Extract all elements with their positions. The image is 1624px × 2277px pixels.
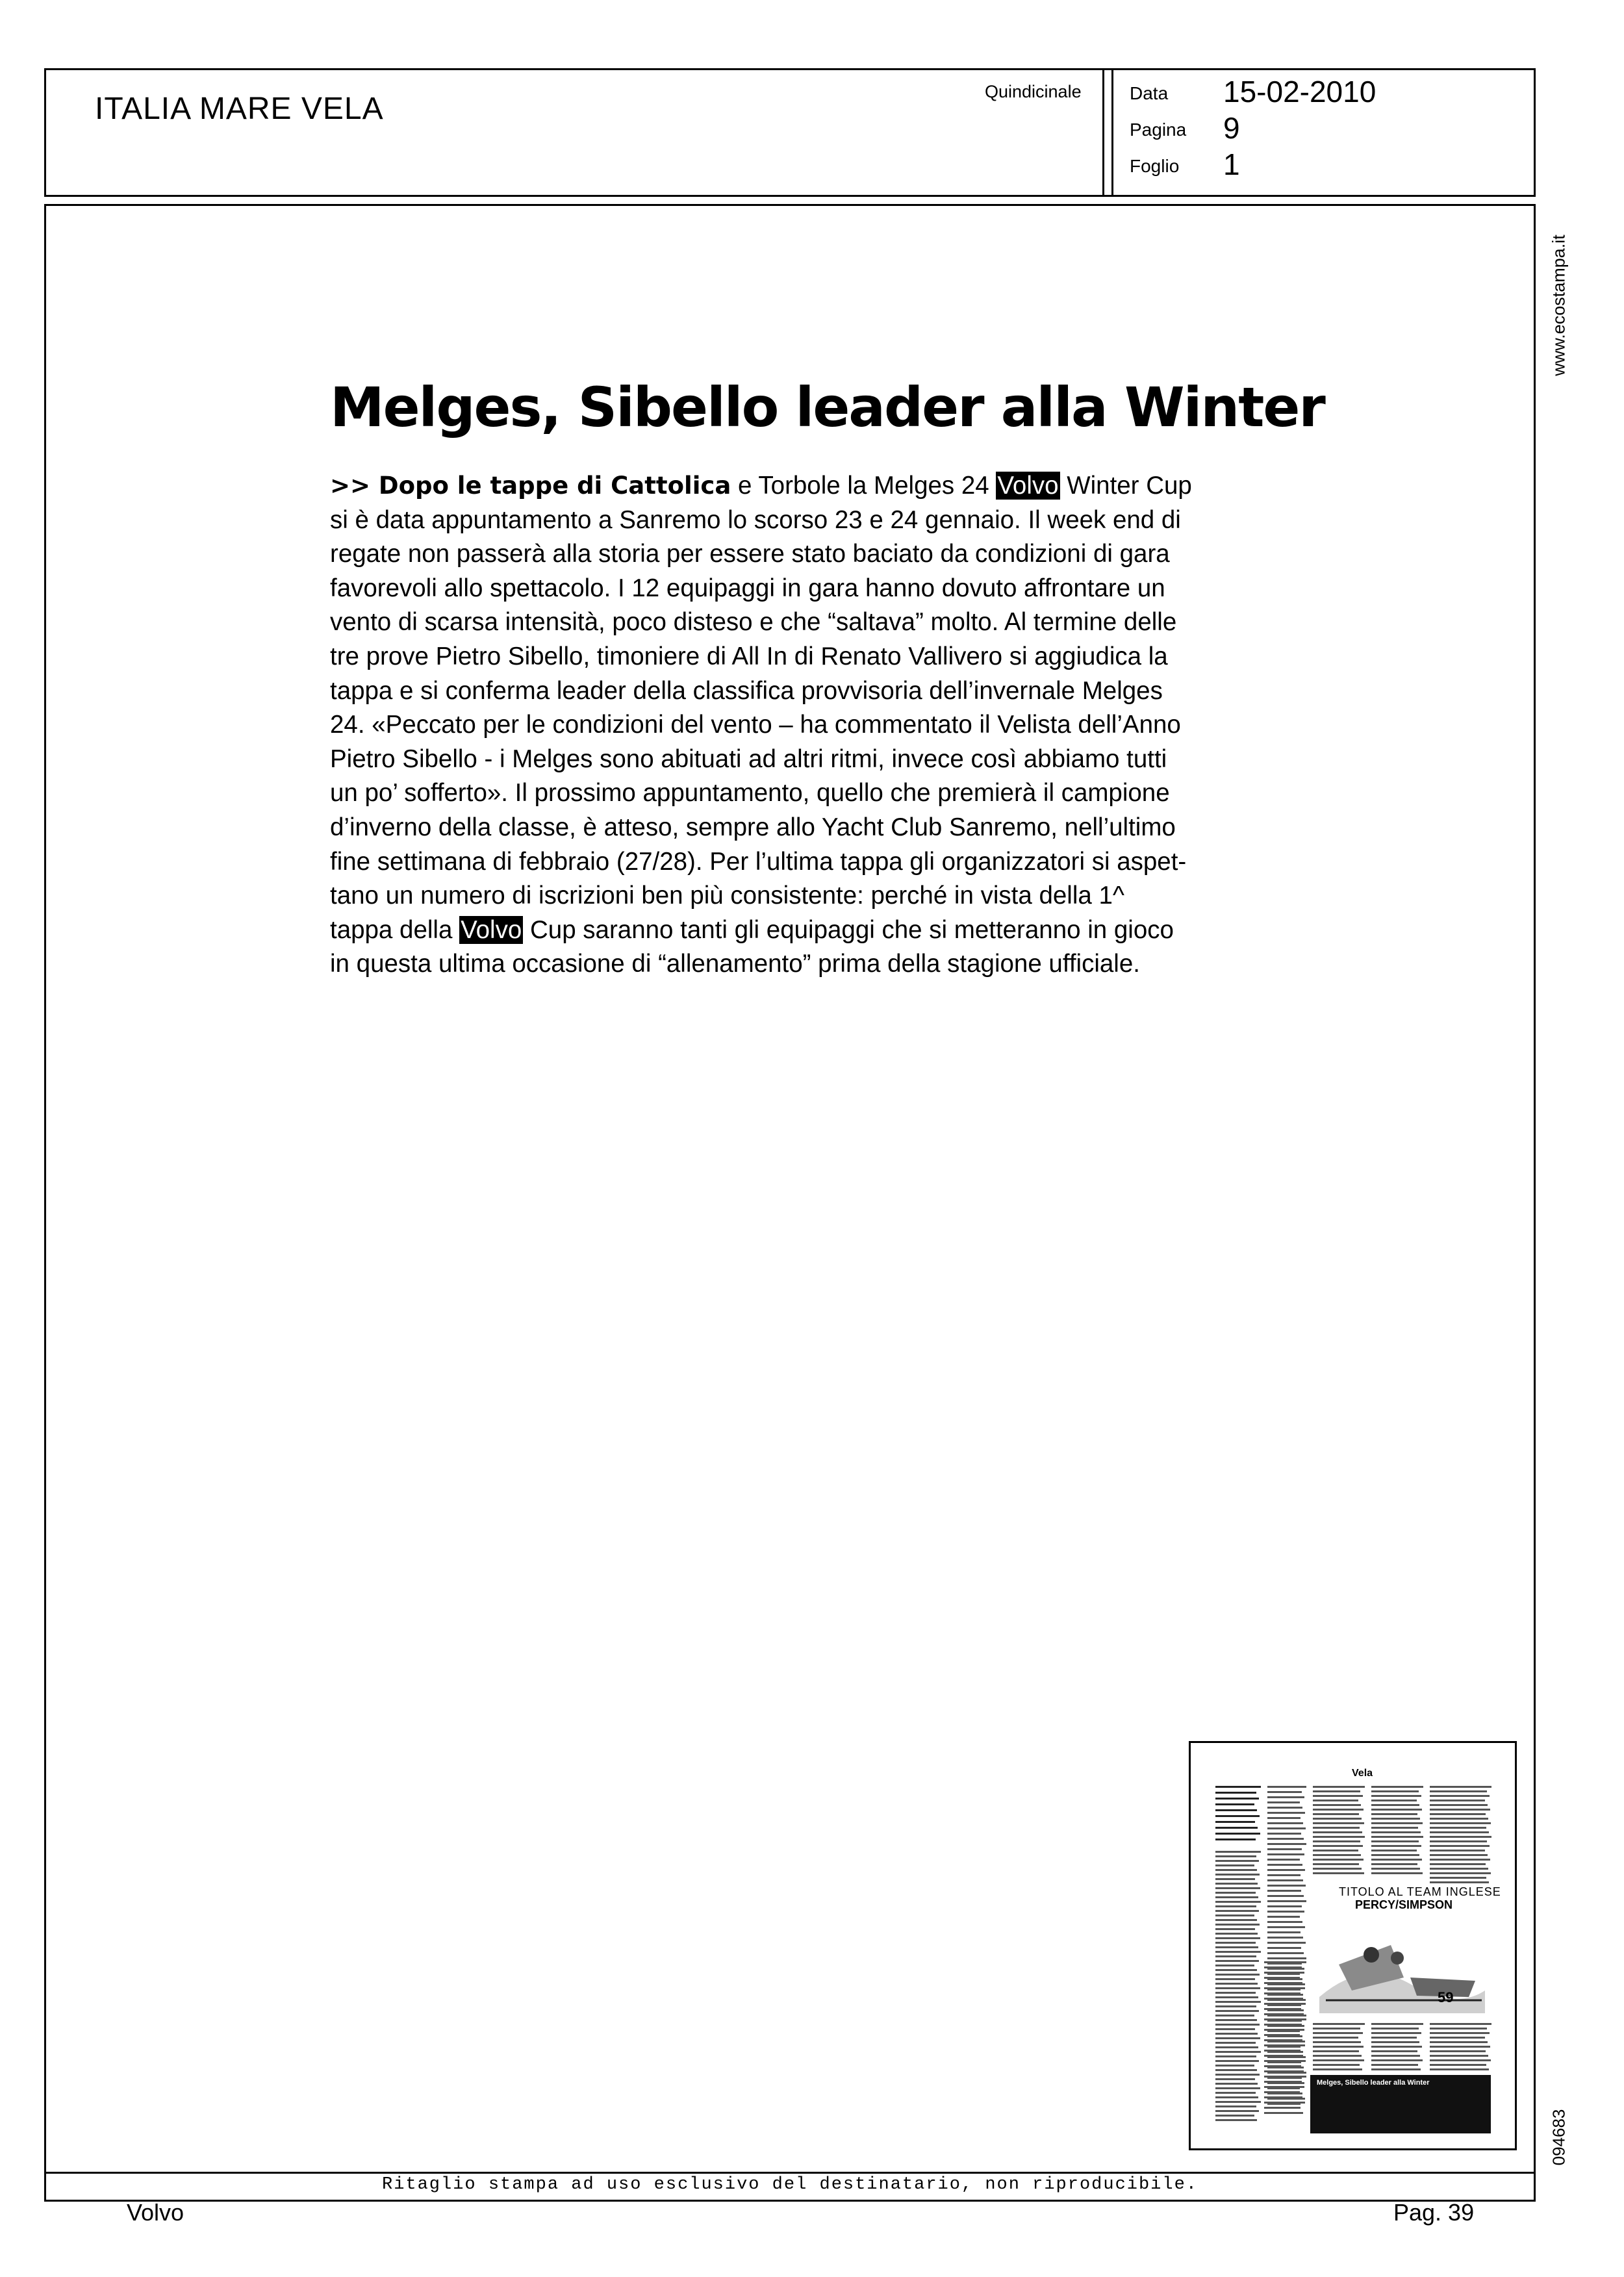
sheet-label: Foglio <box>1130 156 1180 176</box>
thumbnail-text-line <box>1430 2050 1486 2052</box>
side-code <box>1546 2105 1572 2170</box>
thumbnail-text-line <box>1215 1786 1261 1788</box>
thumbnail-text-line <box>1264 2044 1305 2046</box>
article-text: Winter Cup <box>1059 472 1192 500</box>
thumbnail-text-line <box>1215 1942 1256 1944</box>
thumbnail-text-line <box>1264 2055 1303 2057</box>
thumbnail-text-line <box>1313 2041 1361 2043</box>
article-line <box>330 743 1230 777</box>
thumbnail-text-line <box>1267 1895 1304 1897</box>
header-divider <box>1102 70 1104 195</box>
thumbnail-text-line <box>1313 1795 1363 1797</box>
thumbnail-text-line <box>1267 1822 1303 1824</box>
thumbnail-text-line <box>1371 2050 1417 2052</box>
article-lead: >> Dopo le tappe di Cattolica <box>330 472 731 500</box>
header-divider <box>1111 70 1113 195</box>
thumbnail-text-line <box>1313 2028 1360 2029</box>
page-thumbnail <box>1189 1741 1517 2150</box>
thumbnail-text-line <box>1371 1822 1423 1824</box>
thumbnail-text-line <box>1371 1804 1419 1806</box>
thumbnail-text-line <box>1215 1809 1257 1811</box>
thumbnail-text-line <box>1215 2110 1259 2112</box>
article-text: si è data appuntamento a Sanremo lo scorso 23 e 24 gennaio. Il week end di <box>330 505 1181 534</box>
article-text: Cup saranno tanti gli equipaggi che si metteranno in gioco <box>523 915 1174 944</box>
thumbnail-text-line <box>1430 1868 1488 1870</box>
thumbnail-text-line <box>1371 1868 1420 1870</box>
thumbnail-text-line <box>1267 1869 1305 1871</box>
thumbnail-text-line <box>1430 1818 1488 1820</box>
thumbnail-text-line <box>1264 2081 1302 2083</box>
thumbnail-text-line <box>1267 1879 1303 1881</box>
thumbnail-text-line <box>1215 2019 1257 2021</box>
thumbnail-text-line <box>1264 2065 1301 2067</box>
article-line <box>330 708 1230 743</box>
thumbnail-text-line <box>1267 1807 1302 1809</box>
thumbnail-text-line <box>1215 1860 1259 1862</box>
thumbnail-text-line <box>1313 1813 1359 1815</box>
thumbnail-text-line <box>1313 1827 1360 1829</box>
thumbnail-text-line <box>1313 2032 1363 2034</box>
highlight-volvo: Volvo <box>461 915 522 944</box>
thumbnail-text-line <box>1371 2028 1419 2029</box>
thumbnail-text-line <box>1264 2018 1306 2020</box>
thumbnail-text-line <box>1215 2005 1256 2007</box>
thumbnail-text-line <box>1267 1838 1304 1840</box>
thumbnail-text-line <box>1313 1863 1359 1865</box>
thumbnail-text-line <box>1430 2041 1488 2043</box>
article-line <box>330 811 1230 845</box>
thumbnail-text-line <box>1264 1966 1302 1968</box>
article-text: un po’ sofferto». Il prossimo appuntamento, quello che premierà il campione <box>330 779 1170 808</box>
thumbnail-text-line <box>1430 1809 1490 1811</box>
thumbnail-text-line <box>1371 2032 1421 2034</box>
thumbnail-text-line <box>1215 1798 1259 1800</box>
thumbnail-text-line <box>1215 1937 1260 1939</box>
article-line <box>330 913 1230 948</box>
thumbnail-text-line <box>1215 1946 1258 1948</box>
thumbnail-text-line <box>1313 2037 1358 2039</box>
thumbnail-text-line <box>1313 2023 1365 2025</box>
thumbnail-text-line <box>1313 1800 1358 1801</box>
publication-name: ITALIA MARE VELA <box>95 92 384 126</box>
thumbnail-text-line <box>1264 1961 1306 1963</box>
highlight-volvo: Volvo <box>997 472 1059 500</box>
thumbnail-text-line <box>1215 2051 1261 2053</box>
article-line <box>330 776 1230 811</box>
thumbnail-text-line <box>1215 1905 1256 1907</box>
thumbnail-text-line <box>1371 2046 1422 2048</box>
article-line <box>330 879 1230 913</box>
side-url <box>1546 214 1572 396</box>
thumbnail-text-line <box>1215 1838 1256 1840</box>
thumbnail-text-line <box>1215 2096 1258 2098</box>
thumbnail-text-line <box>1313 1818 1362 1820</box>
thumbnail-text-line <box>1267 1864 1302 1866</box>
thumbnail-text-line <box>1313 1845 1363 1847</box>
article-text: tre prove Pietro Sibello, timoniere di All In di Renato Vallivero si aggiudica la <box>330 642 1168 670</box>
thumbnail-text-line <box>1215 2010 1259 2012</box>
thumbnail-text-line <box>1215 1992 1256 1994</box>
side-url-text: www.ecostampa.it <box>1549 235 1569 376</box>
thumbnail-text-line <box>1215 1928 1255 1930</box>
thumbnail-text-line <box>1215 1892 1256 1894</box>
thumbnail-text-line <box>1264 2039 1302 2041</box>
thumbnail-text-line <box>1264 2050 1300 2052</box>
thumbnail-text-line <box>1267 1843 1306 1845</box>
thumbnail-text-line <box>1267 1957 1306 1959</box>
thumbnail-text-line <box>1313 1854 1361 1856</box>
thumbnail-text-line <box>1267 1947 1301 1949</box>
thumbnail-text-line <box>1371 1872 1423 1874</box>
page-value: 9 <box>1223 111 1240 145</box>
footer-keyword: Volvo <box>127 2199 184 2226</box>
thumbnail-text-line <box>1264 2096 1302 2098</box>
thumbnail-text-line <box>1430 2068 1489 2070</box>
frame-separator <box>46 2172 1534 2174</box>
thumbnail-text-line <box>1371 2041 1419 2043</box>
sheet-value: 1 <box>1223 147 1240 181</box>
thumbnail-text-line <box>1430 1872 1491 1874</box>
thumbnail-text-line <box>1371 1859 1422 1861</box>
article-text: tappa e si conferma leader della classifica provvisoria dell’invernale Melges <box>330 676 1163 705</box>
thumbnail-text-line <box>1215 1914 1254 1916</box>
article-line <box>330 674 1230 709</box>
thumbnail-text-line <box>1313 1786 1365 1788</box>
thumbnail-text-line <box>1430 1831 1489 1833</box>
thumbnail-section: Vela <box>1352 1768 1373 1779</box>
article-line <box>330 605 1230 640</box>
thumbnail-text-line <box>1215 1803 1254 1805</box>
thumbnail-text-line <box>1215 2037 1260 2039</box>
clipping-notice: Ritaglio stampa ad uso esclusivo del destinatario, non riproducibile. <box>382 2175 1198 2194</box>
article-text: 24. «Peccato per le condizioni del vento – ha commentato il Velista dell’Anno <box>330 711 1181 739</box>
thumbnail-text-line <box>1430 1863 1486 1865</box>
side-code-text: 094683 <box>1549 2109 1569 2166</box>
thumbnail-text-line <box>1264 1998 1303 2000</box>
thumbnail-text-line <box>1371 1850 1417 1851</box>
thumbnail-box-title: Melges, Sibello leader alla Winter <box>1317 2079 1430 2087</box>
thumbnail-text-line <box>1264 1987 1305 1989</box>
thumbnail-text-line <box>1215 2092 1256 2094</box>
thumbnail-text-line <box>1215 1965 1254 1966</box>
article-line <box>330 947 1230 982</box>
thumbnail-text-line <box>1215 1974 1260 1976</box>
thumbnail-text-line <box>1430 1790 1487 1792</box>
thumbnail-text-line <box>1267 1905 1302 1907</box>
thumbnail-text-line <box>1264 2024 1302 2026</box>
thumbnail-page <box>1215 1766 1501 2130</box>
thumbnail-text-line <box>1430 2032 1490 2034</box>
thumbnail-text-line <box>1430 2023 1491 2025</box>
thumbnail-text-line <box>1430 2059 1491 2061</box>
thumbnail-text-line <box>1371 1840 1419 1842</box>
thumbnail-text-line <box>1215 2015 1254 2016</box>
thumbnail-text-line <box>1430 1881 1489 1883</box>
thumbnail-text-line <box>1215 1910 1259 1912</box>
thumbnail-text-line <box>1430 1827 1486 1829</box>
thumbnail-text-line <box>1215 2065 1254 2067</box>
thumbnail-text-line <box>1430 1804 1488 1806</box>
article-line <box>330 469 1230 503</box>
thumbnail-text-line <box>1267 1926 1305 1928</box>
thumbnail-text-line <box>1267 1874 1300 1876</box>
article-line <box>330 640 1230 674</box>
thumbnail-text-line <box>1215 2024 1260 2026</box>
thumbnail-text-line <box>1264 1992 1300 1994</box>
article-text: d’inverno della classe, è atteso, sempre allo Yacht Club Sanremo, nell’ultimo <box>330 813 1176 841</box>
thumbnail-text-line <box>1267 1801 1300 1803</box>
thumbnail-text-line <box>1371 1863 1417 1865</box>
thumbnail-text-line <box>1313 1872 1364 1874</box>
article-headline: Melges, Sibello leader alla Winter <box>330 375 1325 439</box>
thumbnail-text-line <box>1371 2059 1423 2061</box>
thumbnail-text-line <box>1371 2055 1420 2057</box>
thumbnail-text-line <box>1430 1786 1491 1788</box>
thumbnail-text-line <box>1313 1840 1360 1842</box>
thumbnail-text-line <box>1215 1883 1258 1885</box>
thumbnail-text-line <box>1371 1786 1423 1788</box>
thumbnail-text-line <box>1215 1827 1258 1829</box>
thumbnail-text-line <box>1430 1822 1491 1824</box>
article-line <box>330 572 1230 606</box>
thumbnail-text-line <box>1264 2013 1304 2015</box>
date-label: Data <box>1130 83 1169 103</box>
thumbnail-text-line <box>1267 1942 1306 1944</box>
thumbnail-text-line <box>1313 1836 1365 1838</box>
thumbnail-text-line <box>1267 1853 1304 1855</box>
thumbnail-text-line <box>1313 1790 1360 1792</box>
thumbnail-text-line <box>1371 1809 1422 1811</box>
thumbnail-text-line <box>1264 1977 1300 1979</box>
thumbnail-text-line <box>1313 2064 1360 2066</box>
thumbnail-text-line <box>1215 1887 1260 1889</box>
thumbnail-text-line <box>1215 1969 1257 1971</box>
thumbnail-text-line <box>1264 2003 1306 2005</box>
thumbnail-text-line <box>1430 1795 1490 1797</box>
thumbnail-text-line <box>1313 2050 1359 2052</box>
thumbnail-text-line <box>1371 1836 1423 1838</box>
article-text: in questa ultima occasione di “allenamento” prima della stagione ufficiale. <box>330 950 1140 978</box>
thumbnail-text-line <box>1313 1831 1362 1833</box>
thumbnail-text-line <box>1267 1859 1300 1861</box>
thumbnail-text-line <box>1313 1809 1364 1811</box>
thumbnail-text-line <box>1215 2105 1256 2107</box>
thumbnail-text-line <box>1430 1800 1485 1801</box>
thumbnail-text-line <box>1267 1931 1300 1933</box>
frequency: Quindicinale <box>985 82 1082 101</box>
thumbnail-text-line <box>1267 1916 1300 1918</box>
thumbnail-text-line <box>1430 2064 1486 2066</box>
article-body <box>330 469 1230 982</box>
thumbnail-text-line <box>1215 2119 1257 2121</box>
thumbnail-text-line <box>1313 1822 1364 1824</box>
thumbnail-text-line <box>1215 1924 1260 1926</box>
thumbnail-photo <box>1313 1919 1488 2013</box>
thumbnail-text-line <box>1215 1878 1255 1880</box>
article-text: Pietro Sibello - i Melges sono abituati ad altri ritmi, invece così abbiamo tutti <box>330 744 1167 773</box>
thumbnail-text-line <box>1215 1983 1258 1985</box>
thumbnail-text-line <box>1371 1827 1418 1829</box>
page-label: Pagina <box>1130 120 1187 140</box>
thumbnail-text-line <box>1215 1821 1255 1823</box>
thumbnail-text-line <box>1215 1996 1258 1998</box>
thumbnail-text-line <box>1267 1885 1306 1887</box>
thumbnail-text-line <box>1430 1836 1491 1838</box>
thumbnail-text-line <box>1267 1796 1304 1798</box>
thumbnail-text-line <box>1215 1869 1257 1871</box>
thumbnail-text-line <box>1215 1815 1260 1817</box>
thumbnail-text-line <box>1264 2076 1306 2078</box>
thumbnail-text-line <box>1215 2028 1255 2030</box>
thumbnail-text-line <box>1267 1791 1302 1793</box>
thumbnail-text-line <box>1215 1792 1256 1794</box>
thumbnail-text-line <box>1267 1833 1301 1835</box>
thumbnail-text-line <box>1215 1955 1256 1957</box>
thumbnail-text-line <box>1430 1840 1487 1842</box>
thumbnail-text-line <box>1215 1874 1260 1876</box>
thumbnail-text-line <box>1215 2069 1257 2071</box>
thumbnail-text-line <box>1215 2083 1258 2085</box>
thumbnail-text-line <box>1264 2008 1301 2010</box>
thumbnail-text-line <box>1430 2055 1488 2057</box>
thumbnail-text-line <box>1264 2102 1305 2104</box>
thumbnail-text-line <box>1215 1987 1260 1989</box>
thumbnail-text-line <box>1215 1978 1255 1980</box>
article-text: vento di scarsa intensità, poco disteso e che “saltava” molto. Al termine delle <box>330 608 1177 637</box>
thumbnail-text-line <box>1371 2037 1417 2039</box>
thumbnail-text-line <box>1215 1919 1257 1921</box>
article-line <box>330 537 1230 572</box>
article-text: regate non passerà alla storia per essere stato baciato da condizioni di gara <box>330 540 1170 568</box>
thumbnail-article-box <box>1310 2075 1491 2133</box>
thumbnail-title-line2: PERCY/SIMPSON <box>1355 1898 1453 1911</box>
thumbnail-text-line <box>1430 2028 1487 2029</box>
article-line <box>330 503 1230 538</box>
thumbnail-text-line <box>1267 1812 1305 1814</box>
thumbnail-text-line <box>1267 1952 1304 1954</box>
thumbnail-text-line <box>1371 2064 1418 2066</box>
thumbnail-text-line <box>1371 2023 1423 2025</box>
thumbnail-text-line <box>1264 1972 1304 1974</box>
thumbnail-text-line <box>1313 1850 1358 1851</box>
article-text: e Torbole la Melges 24 <box>731 472 996 500</box>
thumbnail-text-line <box>1264 2034 1300 2036</box>
article-text: fine settimana di febbraio (27/28). Per l’ultima tappa gli organizzatori si aspet- <box>330 847 1187 876</box>
thumbnail-text-line <box>1371 1813 1417 1815</box>
thumbnail-text-line <box>1267 1900 1306 1902</box>
thumbnail-text-line <box>1313 2068 1362 2070</box>
date-value: 15-02-2010 <box>1223 75 1377 108</box>
thumbnail-text-line <box>1313 2046 1364 2048</box>
thumbnail-text-line <box>1267 1817 1300 1819</box>
thumbnail-text-line <box>1215 2055 1256 2057</box>
thumbnail-text-line <box>1215 1960 1259 1962</box>
thumbnail-boat-number: 59 <box>1438 1989 1454 2005</box>
thumbnail-text-line <box>1215 1851 1261 1853</box>
thumbnail-text-line <box>1215 1896 1258 1898</box>
thumbnail-text-line <box>1371 1854 1419 1856</box>
thumbnail-text-line <box>1430 1850 1485 1851</box>
thumbnail-text-line <box>1264 2029 1304 2031</box>
thumbnail-text-line <box>1267 1937 1303 1939</box>
thumbnail-text-line <box>1264 2112 1303 2114</box>
thumbnail-text-line <box>1267 1911 1304 1913</box>
thumbnail-text-line <box>1371 1790 1419 1792</box>
thumbnail-text-line <box>1371 1845 1421 1847</box>
thumbnail-text-line <box>1267 1890 1301 1892</box>
thumbnail-text-line <box>1215 2087 1260 2089</box>
thumbnail-text-line <box>1430 1854 1488 1856</box>
article-text: tappa della <box>330 915 460 944</box>
thumbnail-text-line <box>1215 2001 1261 2003</box>
thumbnail-text-line <box>1313 1868 1362 1870</box>
article-line <box>330 845 1230 880</box>
thumbnail-text-line <box>1313 1804 1361 1806</box>
thumbnail-text-line <box>1371 2068 1421 2070</box>
thumbnail-text-line <box>1215 1864 1254 1866</box>
thumbnail-text-line <box>1264 2070 1304 2072</box>
thumbnail-text-line <box>1215 2033 1258 2035</box>
thumbnail-text-line <box>1264 2086 1304 2088</box>
thumbnail-text-line <box>1215 1951 1261 1953</box>
header-box <box>44 68 1536 197</box>
thumbnail-text-line <box>1371 1818 1420 1820</box>
thumbnail-text-line <box>1371 1800 1417 1801</box>
thumbnail-text-line <box>1430 2046 1490 2048</box>
thumbnail-text-line <box>1215 2078 1255 2080</box>
thumbnail-text-line <box>1215 1833 1260 1835</box>
thumbnail-text-line <box>1430 1877 1486 1879</box>
thumbnail-text-line <box>1371 1795 1421 1797</box>
thumbnail-title-line1: TITOLO AL TEAM INGLESE <box>1339 1885 1501 1898</box>
thumbnail-text-line <box>1430 2037 1485 2039</box>
thumbnail-text-line <box>1313 1859 1364 1861</box>
thumbnail-text-line <box>1264 2107 1300 2109</box>
thumbnail-text-line <box>1430 1845 1490 1847</box>
thumbnail-text-line <box>1215 2042 1256 2044</box>
thumbnail-text-line <box>1430 1859 1490 1861</box>
thumbnail-text-line <box>1267 1827 1306 1829</box>
thumbnail-text-line <box>1215 1855 1256 1857</box>
thumbnail-text-line <box>1430 1813 1486 1815</box>
thumbnail-text-line <box>1215 2060 1259 2062</box>
article-text: tano un numero di iscrizioni ben più consistente: perché in vista della 1^ <box>330 882 1124 910</box>
thumbnail-text-line <box>1264 1982 1302 1984</box>
thumbnail-text-line <box>1215 2074 1260 2076</box>
thumbnail-text-line <box>1264 2091 1300 2093</box>
thumbnail-text-line <box>1371 1831 1421 1833</box>
thumbnail-text-line <box>1215 2046 1258 2048</box>
thumbnail-text-line <box>1215 2115 1254 2117</box>
thumbnail-text-line <box>1215 1933 1258 1935</box>
article-text: favorevoli allo spettacolo. I 12 equipaggi in gara hanno dovuto affrontare un <box>330 574 1165 602</box>
thumbnail-text-line <box>1267 1786 1306 1788</box>
thumbnail-text-line <box>1215 1901 1261 1903</box>
thumbnail-text-line <box>1267 1848 1302 1850</box>
thumbnail-text-line <box>1313 2059 1364 2061</box>
thumbnail-text-line <box>1264 2060 1306 2062</box>
footer-page-number: Pag. 39 <box>1393 2199 1475 2226</box>
thumbnail-text-line <box>1215 2101 1261 2103</box>
thumbnail-text-line <box>1267 1921 1302 1923</box>
thumbnail-text-line <box>1313 2055 1362 2057</box>
